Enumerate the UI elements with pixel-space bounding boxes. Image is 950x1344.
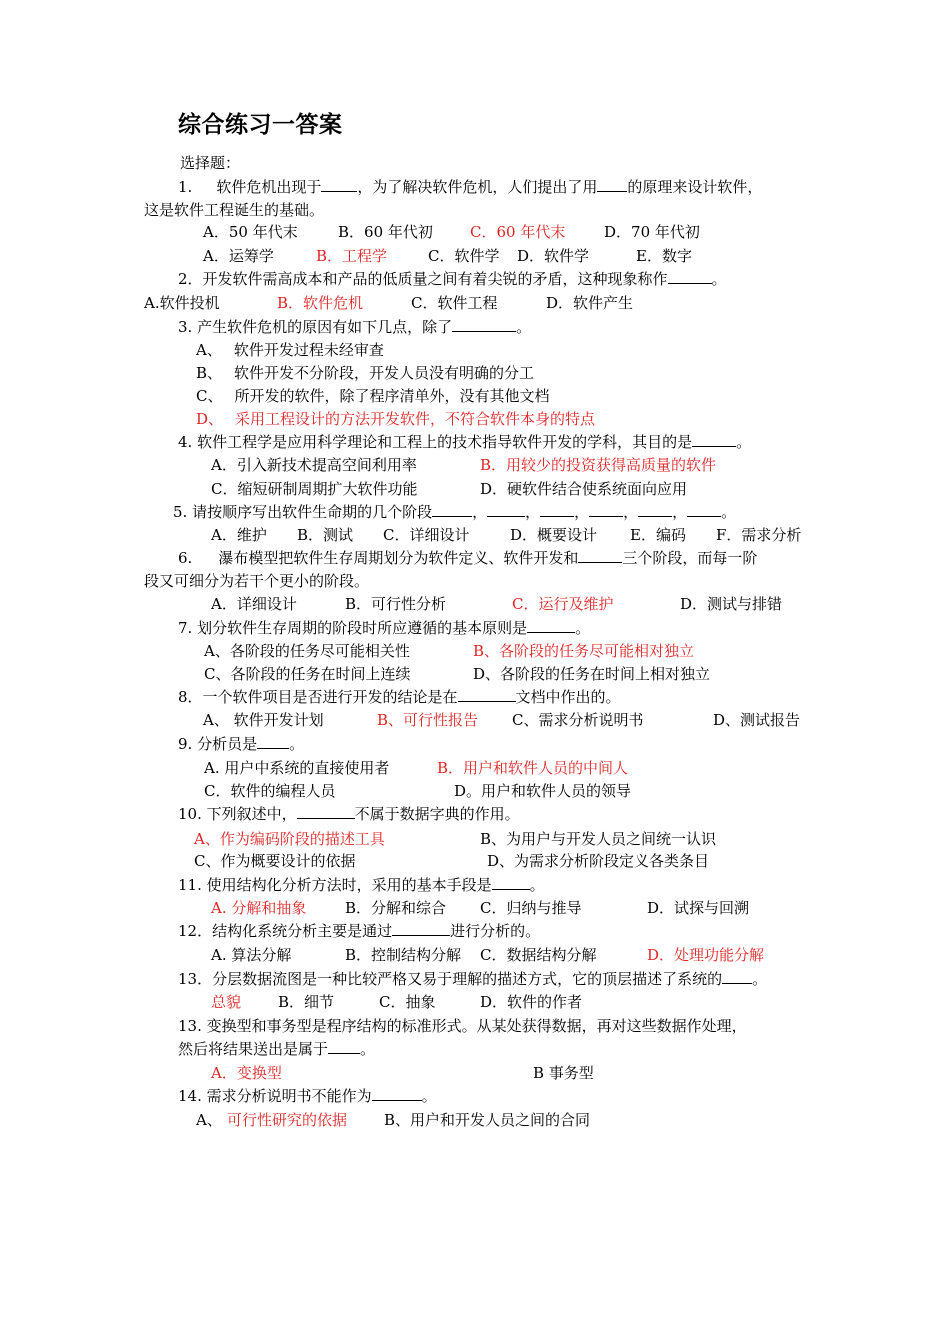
question-1-option: C．软件学 [428, 247, 500, 265]
question-1: 1. 软件危机出现于 ，为了解决软件危机，人们提出了用 的原理来设计软件， [178, 178, 763, 196]
question-13b-continued: 然后将结果送出是属于 。 [178, 1040, 376, 1058]
answer-blank [540, 502, 574, 517]
question-9-option: C．软件的编程人员 [204, 782, 336, 800]
question-9-option: A. 用户中系统的直接使用者 [204, 759, 390, 777]
question-7-option: C、各阶段的任务在时间上连续 [204, 665, 411, 683]
question-1-option: D．70 年代初 [604, 223, 700, 241]
question-8-answer: B、可行性报告 [377, 711, 479, 729]
answer-blank [578, 548, 622, 563]
question-5-option: B．测试 [297, 526, 354, 544]
answer-blank [452, 317, 516, 332]
answer-blank [328, 1039, 360, 1054]
question-3-answer: D、 采用工程设计的方法开发软件，不符合软件本身的特点 [196, 410, 596, 428]
answer-blank [597, 177, 627, 192]
question-5-option: A．维护 [211, 526, 267, 544]
question-1-answer: B．工程学 [316, 247, 388, 265]
question-8-option: D、测试报告 [713, 711, 801, 729]
answer-blank [527, 618, 575, 633]
question-6-option: B．可行性分析 [345, 595, 447, 613]
question-13a: 13．分层数据流图是一种比较严格又易于理解的描述方式，它的顶层描述了系统的 。 [178, 970, 768, 988]
answer-blank [692, 432, 736, 447]
answer-blank [432, 502, 472, 517]
question-6-option: A．详细设计 [211, 595, 297, 613]
question-4-option: A．引入新技术提高空间利用率 [211, 456, 417, 474]
question-6-continued: 段又可细分为若干个更小的阶段。 [144, 572, 370, 590]
question-14-answer: 可行性研究的依据 [227, 1111, 348, 1129]
answer-blank [668, 269, 712, 284]
question-12-option: A. 算法分解 [211, 946, 292, 964]
question-11-answer: A. 分解和抽象 [211, 899, 307, 917]
question-4: 4. 软件工程学是应用科学理论和工程上的技术指导软件开发的学科，其目的是 。 [178, 433, 752, 451]
answer-blank [372, 1086, 422, 1101]
question-5-option: E．编码 [630, 526, 686, 544]
question-3: 3. 产生软件危机的原因有如下几点，除了 。 [178, 318, 532, 336]
question-5-option: D．概要设计 [510, 526, 598, 544]
question-12-option: C．数据结构分解 [480, 946, 597, 964]
question-5: 5. 请按顺序写出软件生命期的几个阶段 ， ， ， ， ， 。 [173, 503, 737, 521]
answer-blank [257, 734, 289, 749]
question-10-option: B、为用户与开发人员之间统一认识 [480, 830, 717, 848]
answer-blank [297, 804, 355, 819]
question-3-option: C、 所开发的软件，除了程序清单外，没有其他文档 [196, 387, 550, 405]
question-10: 10. 下列叙述中， 不属于数据字典的作用。 [178, 805, 520, 823]
question-3-option: B、 软件开发不分阶段，开发人员没有明确的分工 [196, 364, 535, 382]
question-5-option: F．需求分析 [716, 526, 802, 544]
question-1-answer: C．60 年代末 [470, 223, 566, 241]
question-11-option: B．分解和综合 [345, 899, 447, 917]
question-2-option: C．软件工程 [411, 294, 498, 312]
question-1-option: B．60 年代初 [338, 223, 433, 241]
question-7: 7. 划分软件生存周期的阶段时所应遵循的基本原则是 。 [178, 619, 591, 637]
question-14-option: B、用户和开发人员之间的合同 [384, 1111, 591, 1129]
question-9-option: D。用户和软件人员的领导 [454, 782, 632, 800]
answer-blank [722, 969, 752, 984]
question-13a-answer: 总貌 [211, 993, 242, 1011]
question-1-continued: 这是软件工程诞生的基础。 [144, 201, 325, 219]
question-7-answer: B、各阶段的任务尽可能相对独立 [473, 642, 695, 660]
question-8: 8．一个软件项目是否进行开发的结论是在 文档中作出的。 [178, 688, 621, 706]
question-9-answer: B．用户和软件人员的中间人 [437, 759, 629, 777]
question-4-option: D．硬软件结合使系统面向应用 [480, 480, 688, 498]
question-1-option: A．50 年代末 [203, 223, 298, 241]
question-6-option: D．测试与排错 [680, 595, 783, 613]
answer-blank [392, 921, 450, 936]
question-4-answer: B．用较少的投资获得高质量的软件 [480, 456, 717, 474]
question-6-answer: C．运行及维护 [512, 595, 614, 613]
question-11: 11. 使用结构化分析方法时，采用的基本手段是 。 [178, 876, 545, 894]
question-6: 6. 瀑布模型把软件生存周期划分为软件定义、软件开发和 三个阶段，而每一阶 [178, 549, 758, 567]
question-1-option: E．数字 [636, 247, 692, 265]
question-7-option: A、各阶段的任务尽可能相关性 [204, 642, 410, 660]
question-1-option: A．运筹学 [203, 247, 274, 265]
question-12-answer: D．处理功能分解 [647, 946, 765, 964]
question-14-option-label: A、 [196, 1111, 222, 1129]
question-10-answer: A、作为编码阶段的描述工具 [194, 830, 385, 848]
question-13a-option: B．细节 [278, 993, 335, 1011]
question-10-option: D、为需求分析阶段定义各类条目 [487, 852, 710, 870]
section-heading: 选择题： [180, 154, 241, 172]
question-8-option: A、 软件开发计划 [203, 711, 324, 729]
answer-blank [589, 502, 623, 517]
question-7-option: D、各阶段的任务在时间上相对独立 [473, 665, 711, 683]
question-4-option: C．缩短研制周期扩大软件功能 [211, 480, 418, 498]
question-11-option: D．试探与回溯 [647, 899, 750, 917]
answer-blank [638, 502, 672, 517]
answer-blank [687, 502, 721, 517]
question-9: 9. 分析员是 。 [178, 735, 305, 753]
question-2: 2．开发软件需高成本和产品的低质量之间有着尖锐的矛盾，这种现象称作 。 [178, 270, 727, 288]
question-3-option: A、 软件开发过程未经审查 [196, 341, 384, 359]
answer-blank [487, 502, 525, 517]
question-10-option: C、作为概要设计的依据 [194, 852, 356, 870]
answer-blank [321, 177, 357, 192]
question-13b-answer: A．变换型 [211, 1064, 282, 1082]
question-5-option: C．详细设计 [383, 526, 470, 544]
question-12: 12．结构化系统分析主要是通过 进行分析的。 [178, 922, 541, 940]
question-2-option: A.软件投机 [144, 294, 220, 312]
question-14: 14. 需求分析说明书不能作为 。 [178, 1087, 437, 1105]
question-8-option: C、需求分析说明书 [512, 711, 644, 729]
question-2-option: D．软件产生 [546, 294, 634, 312]
question-1-option: D．软件学 [517, 247, 590, 265]
question-2-answer: B．软件危机 [277, 294, 364, 312]
question-13a-option: C．抽象 [379, 993, 436, 1011]
question-13b: 13. 变换型和事务型是程序结构的标准形式。从某处获得数据，再对这些数据作处理， [178, 1017, 747, 1035]
question-11-option: C．归纳与推导 [480, 899, 582, 917]
answer-blank [458, 687, 516, 702]
page-title: 综合练习一答案 [178, 112, 343, 138]
question-13a-option: D．软件的作者 [480, 993, 583, 1011]
question-12-option: B．控制结构分解 [345, 946, 462, 964]
answer-blank [492, 875, 530, 890]
question-13b-option: B 事务型 [533, 1064, 594, 1082]
